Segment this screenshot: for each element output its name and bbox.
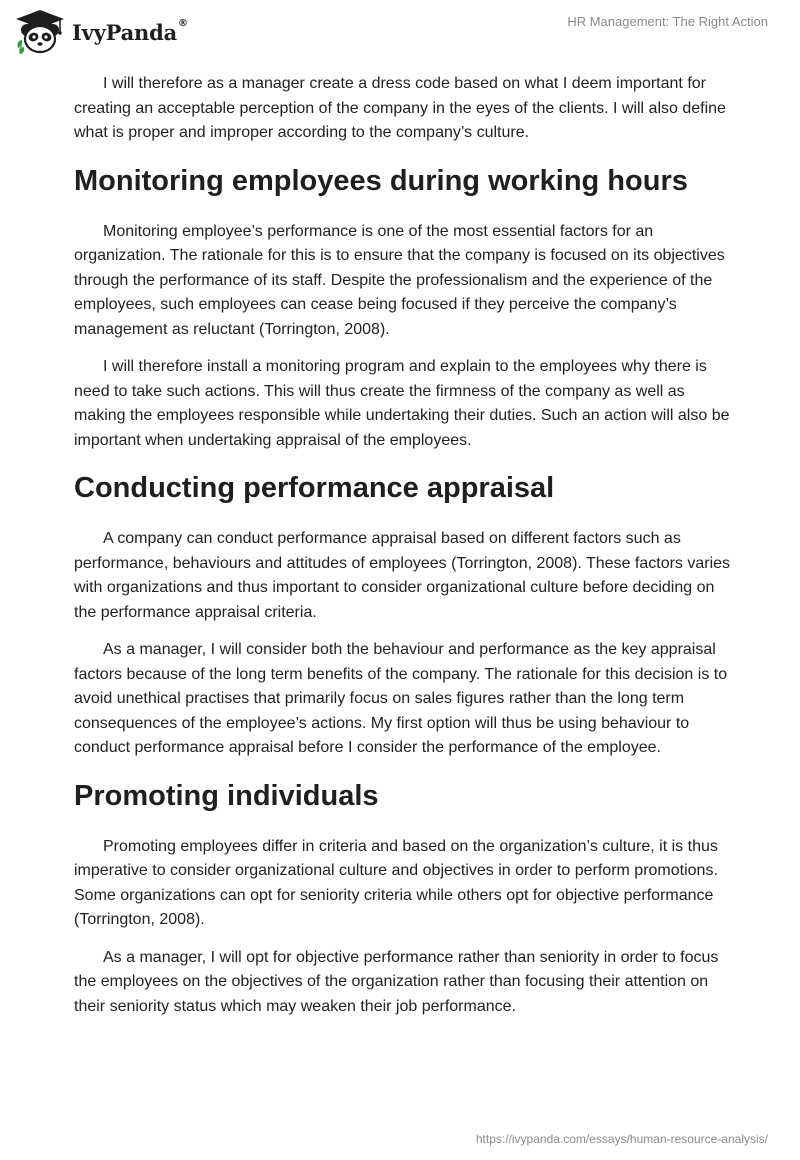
document-title: HR Management: The Right Action xyxy=(567,14,768,29)
paragraph: As a manager, I will consider both the behaviour and performance as the key appraisal factors because of the long term benefits of the company. The rationale for this decision is to avoid unethical practises that primarily focus on sales figures rather than the long term consequences of the employee’s actions. My first option will thus be using behaviour to conduct performance appraisal before I consider the performance of the employee. xyxy=(74,641,728,756)
ivypanda-logo[interactable] xyxy=(14,8,188,56)
paragraph: I will therefore install a monitoring program and explain to the employees why there is need to take such actions. This will thus create the firmness of the company as well as making the employees responsible while undertaking their duties. Such an action will also be important when undertaking appraisal of the employees. xyxy=(74,358,730,449)
section-heading: Conducting performance appraisal xyxy=(74,472,555,504)
panda-graduate-icon xyxy=(14,8,66,56)
source-url-link[interactable]: https://ivypanda.com/essays/human-resource-analysis/ xyxy=(475,1132,768,1146)
section-heading: Monitoring employees during working hours xyxy=(74,164,688,197)
paragraph: A company can conduct performance appraisal based on different factors such as performance, behaviours and attitudes of employees (Torrington, 2008). These factors varies with organizations and thus important to consider organizational culture before deciding on the performance appraisal criteria. xyxy=(74,530,731,621)
page-header xyxy=(0,0,800,64)
registered-mark: ® xyxy=(178,17,188,29)
paragraph: I will therefore as a manager create a dress code based on what I deem important for creating an acceptable perception of the company in the eyes of the clients. I will also define what is proper and improper according to the company’s culture. xyxy=(74,75,726,141)
paragraph: As a manager, I will opt for objective performance rather than seniority in order to focus the employees on the objectives of the organization rather than focusing their attention on their seniority status which may weaken their job performance. xyxy=(74,948,719,1015)
paragraph: Promoting employees differ in criteria and based on the organization’s culture, it is thus imperative to consider organizational culture and objectives in order to perform promotions. Some organizations can opt for seniority criteria while others opt for objective performance (Torrington, 2008). xyxy=(74,837,718,928)
section-heading: Promoting individuals xyxy=(74,779,379,812)
paragraph: Monitoring employee’s performance is one of the most essential factors for an organization. The rationale for this is to ensure that the company is focused on its objectives through the performance of its staff. Despite the professionalism and the experience of the employees, such employees can cease being focused if they perceive the company’s management as reluctant (Torrington, 2008). xyxy=(74,222,725,338)
brand-name: IvyPanda® xyxy=(72,17,188,45)
essay-body xyxy=(74,72,734,1032)
